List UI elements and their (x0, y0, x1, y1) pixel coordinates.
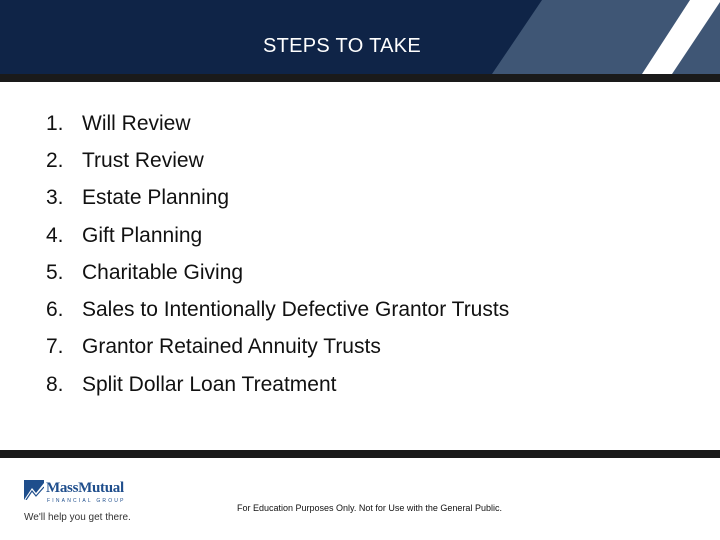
list-item (46, 254, 509, 291)
step-number: 4. (46, 223, 64, 247)
step-label: Gift Planning (82, 223, 203, 247)
steps-list (46, 105, 509, 403)
disclaimer-text: For Education Purposes Only. Not for Use with the General Public. (237, 503, 502, 513)
list-item (46, 217, 509, 254)
step-label: Estate Planning (82, 186, 230, 210)
list-item (46, 366, 509, 403)
logo-name: MassMutual (46, 480, 124, 496)
step-label: Trust Review (82, 148, 204, 172)
company-logo (24, 478, 164, 528)
step-label: Sales to Intentionally Defective Grantor Trusts (82, 298, 510, 322)
top-divider (0, 74, 720, 82)
list-item (46, 105, 509, 142)
list-item (46, 291, 509, 328)
step-number: 2. (46, 148, 64, 172)
step-number: 7. (46, 335, 64, 359)
step-label: Will Review (82, 111, 191, 135)
logo-mark-icon (24, 480, 44, 500)
page-title: STEPS TO TAKE (262, 35, 422, 57)
list-item (46, 180, 509, 217)
list-item (46, 329, 509, 366)
step-number: 5. (46, 260, 64, 284)
logo-tagline: We'll help you get there. (24, 512, 131, 523)
step-number: 8. (46, 372, 64, 396)
step-label: Split Dollar Loan Treatment (82, 372, 337, 396)
step-label: Grantor Retained Annuity Trusts (82, 335, 381, 359)
logo-subtitle: FINANCIAL GROUP (47, 498, 126, 504)
step-number: 3. (46, 186, 64, 210)
bottom-divider (0, 450, 720, 458)
step-number: 1. (46, 111, 64, 135)
step-label: Charitable Giving (82, 260, 244, 284)
step-number: 6. (46, 298, 64, 322)
list-item (46, 142, 509, 179)
